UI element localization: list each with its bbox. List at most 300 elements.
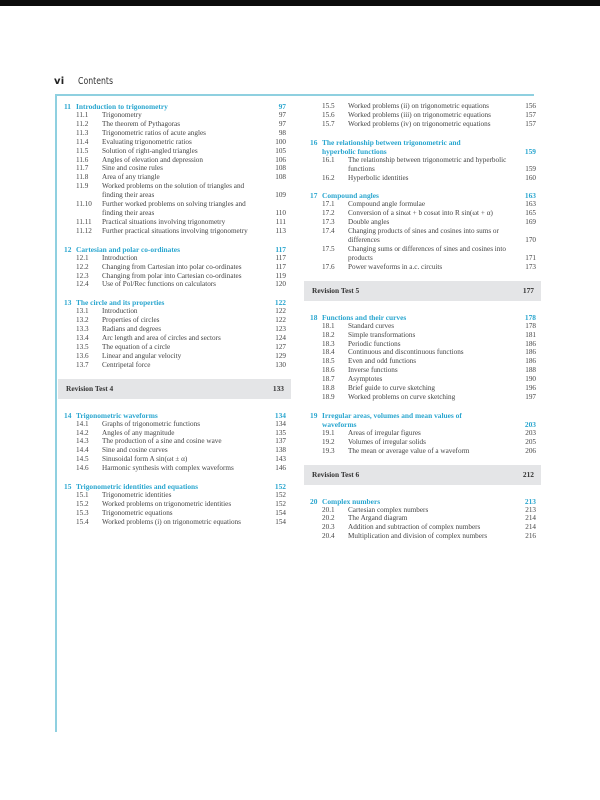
chapter-heading[interactable] bbox=[310, 313, 536, 322]
section-page: 188 bbox=[525, 366, 536, 375]
section-title-group bbox=[64, 343, 170, 352]
section-title-group bbox=[64, 361, 151, 370]
chapter-title-group bbox=[64, 298, 164, 307]
section-entry[interactable] bbox=[310, 340, 536, 349]
chapter-heading[interactable] bbox=[310, 138, 536, 156]
section-title: Introduction bbox=[102, 253, 138, 262]
section-number: 17.3 bbox=[322, 218, 335, 227]
section-entry[interactable] bbox=[64, 500, 286, 509]
chapter-title: Functions and their curves bbox=[322, 312, 407, 322]
section-number: 18.9 bbox=[322, 392, 335, 401]
section-entry[interactable] bbox=[64, 334, 286, 343]
section-entry[interactable] bbox=[64, 280, 286, 289]
section-title: Continuous and discontinuous functions bbox=[348, 348, 464, 357]
section-number: 15.3 bbox=[76, 508, 89, 517]
chapter-heading[interactable] bbox=[64, 245, 286, 254]
chapter-continuation bbox=[310, 102, 536, 129]
chapter-block bbox=[310, 313, 536, 402]
section-title: Even and odd functions bbox=[348, 357, 417, 366]
section-number: 15.7 bbox=[322, 119, 335, 128]
section-title: Further practical situations involving trigonometry bbox=[102, 226, 248, 235]
section-number: 18.1 bbox=[322, 321, 335, 330]
section-entry[interactable] bbox=[310, 366, 536, 375]
section-entry[interactable] bbox=[310, 447, 536, 456]
section-page: 122 bbox=[275, 307, 286, 316]
chapter-number: 14 bbox=[64, 410, 72, 420]
section-page: 206 bbox=[525, 446, 536, 455]
section-page: 123 bbox=[275, 325, 286, 334]
section-page: 106 bbox=[275, 155, 286, 164]
chapter-block bbox=[310, 138, 536, 183]
section-number: 15.5 bbox=[322, 102, 335, 110]
section-page: 190 bbox=[525, 375, 536, 384]
section-number: 11.9 bbox=[76, 182, 89, 191]
section-page: 117 bbox=[275, 253, 286, 262]
chapter-block bbox=[64, 245, 286, 290]
section-title-group bbox=[310, 348, 464, 357]
section-title-group bbox=[64, 182, 262, 200]
section-title: Worked problems (ii) on trigonometric equations bbox=[348, 102, 489, 110]
section-title-group bbox=[310, 366, 398, 375]
section-number: 18.4 bbox=[322, 348, 335, 357]
section-title: Standard curves bbox=[348, 321, 395, 330]
chapter-number: 16 bbox=[310, 137, 318, 147]
chapter-block bbox=[310, 497, 536, 542]
chapter-page: 178 bbox=[524, 312, 536, 322]
section-title-group bbox=[64, 509, 173, 518]
section-title: Sine and cosine rules bbox=[102, 164, 163, 173]
section-number: 13.1 bbox=[76, 307, 89, 316]
section-title-group bbox=[310, 227, 508, 245]
chapter-number: 18 bbox=[310, 312, 318, 322]
section-title: The Argand diagram bbox=[348, 514, 408, 523]
section-title: Power waveforms in a.c. circuits bbox=[348, 262, 443, 271]
page-number: vi bbox=[54, 76, 65, 87]
section-title: Conversion of a sinωt + b cosωt into R sin(ωt + α) bbox=[348, 209, 493, 218]
section-title: Changing products of sines and cosines into sums or differences bbox=[348, 227, 499, 245]
section-title: Linear and angular velocity bbox=[102, 351, 182, 360]
chapter-heading[interactable] bbox=[310, 191, 536, 200]
section-number: 12.3 bbox=[76, 271, 89, 280]
section-entry[interactable] bbox=[310, 393, 536, 402]
section-title-group bbox=[64, 325, 161, 334]
section-number: 18.7 bbox=[322, 375, 335, 384]
chapter-title-group bbox=[64, 411, 158, 420]
chapter-heading[interactable] bbox=[64, 411, 286, 420]
section-entry[interactable] bbox=[310, 532, 536, 541]
section-title: Changing from Cartesian into polar co-ordinates bbox=[102, 262, 242, 271]
section-entry[interactable] bbox=[64, 182, 286, 200]
chapter-number: 17 bbox=[310, 191, 318, 201]
section-title-group bbox=[64, 500, 231, 509]
chapter-number: 13 bbox=[64, 298, 72, 308]
section-page: 216 bbox=[525, 532, 536, 541]
section-number: 19.3 bbox=[322, 446, 335, 455]
section-title: The production of a sine and cosine wave bbox=[102, 437, 222, 446]
section-title-group bbox=[64, 272, 242, 281]
section-title: Areas of irregular figures bbox=[348, 428, 421, 437]
section-number: 16.1 bbox=[322, 155, 335, 164]
revision-test-entry[interactable] bbox=[304, 281, 541, 301]
section-entry[interactable] bbox=[64, 272, 286, 281]
section-title: Addition and subtraction of complex numbers bbox=[348, 523, 481, 532]
section-page: 113 bbox=[275, 226, 286, 235]
chapter-title: Cartesian and polar co-ordinates bbox=[76, 244, 180, 254]
section-title-group bbox=[310, 429, 421, 438]
section-page: 165 bbox=[525, 209, 536, 218]
section-number: 14.6 bbox=[76, 464, 89, 473]
section-title-group bbox=[310, 263, 442, 272]
section-entry[interactable] bbox=[64, 138, 286, 147]
chapter-title: Trigonometric identities and equations bbox=[76, 482, 199, 492]
section-entry[interactable] bbox=[310, 120, 536, 129]
section-number: 20.1 bbox=[322, 505, 335, 514]
section-entry[interactable] bbox=[310, 111, 536, 120]
section-page: 163 bbox=[525, 200, 536, 209]
section-entry[interactable] bbox=[310, 227, 536, 245]
chapter-page: 97 bbox=[278, 102, 286, 111]
section-number: 17.6 bbox=[322, 262, 335, 271]
chapter-block bbox=[310, 411, 536, 456]
section-page: 203 bbox=[525, 428, 536, 437]
revision-test-page: 177 bbox=[522, 286, 534, 296]
revision-test-title: Revision Test 5 bbox=[312, 286, 360, 296]
section-number: 11.12 bbox=[76, 226, 92, 235]
section-page: 196 bbox=[525, 384, 536, 393]
section-entry[interactable] bbox=[64, 352, 286, 361]
section-number: 16.2 bbox=[322, 173, 335, 182]
section-title-group bbox=[310, 447, 470, 456]
section-title-group bbox=[64, 164, 163, 173]
section-entry[interactable] bbox=[64, 263, 286, 272]
section-title-group bbox=[64, 420, 200, 429]
section-page: 109 bbox=[275, 191, 286, 200]
chapter-title: Compound angles bbox=[322, 191, 379, 201]
chapter-title-group bbox=[310, 313, 406, 322]
section-title: Periodic functions bbox=[348, 339, 401, 348]
section-entry[interactable] bbox=[64, 218, 286, 227]
section-entry[interactable] bbox=[64, 491, 286, 500]
section-number: 11.11 bbox=[76, 217, 92, 226]
section-title-group bbox=[64, 218, 225, 227]
section-entry[interactable] bbox=[310, 245, 536, 263]
section-page: 160 bbox=[525, 173, 536, 182]
section-title: Introduction bbox=[102, 307, 138, 316]
contents-top-rule bbox=[55, 94, 534, 96]
section-number: 11.6 bbox=[76, 155, 89, 164]
chapter-number: 12 bbox=[64, 244, 72, 254]
chapter-title: Complex numbers bbox=[322, 496, 381, 506]
section-title-group bbox=[310, 331, 415, 340]
section-page: 186 bbox=[525, 348, 536, 357]
section-title-group bbox=[310, 514, 407, 523]
section-number: 12.4 bbox=[76, 280, 89, 289]
section-title: Angles of any magnitude bbox=[102, 428, 175, 437]
section-number: 17.1 bbox=[322, 200, 335, 209]
section-entry[interactable] bbox=[310, 375, 536, 384]
section-title-group bbox=[310, 174, 408, 183]
section-number: 15.4 bbox=[76, 517, 89, 526]
section-title-group bbox=[310, 393, 455, 402]
section-title-group bbox=[310, 218, 389, 227]
section-title-group bbox=[64, 156, 203, 165]
section-number: 13.7 bbox=[76, 360, 89, 369]
section-number: 13.6 bbox=[76, 351, 89, 360]
section-entry[interactable] bbox=[64, 325, 286, 334]
section-title: Sine and cosine curves bbox=[102, 446, 168, 455]
chapter-heading[interactable] bbox=[64, 298, 286, 307]
section-title-group bbox=[310, 523, 480, 532]
chapter-title-group bbox=[310, 191, 379, 200]
section-number: 11.4 bbox=[76, 137, 89, 146]
revision-test-page: 212 bbox=[522, 470, 534, 480]
section-title: Trigonometric identities bbox=[102, 491, 172, 500]
section-title: Compound angle formulae bbox=[348, 200, 426, 209]
section-entry[interactable] bbox=[310, 102, 536, 111]
section-entry[interactable] bbox=[64, 420, 286, 429]
chapter-heading[interactable] bbox=[310, 411, 536, 429]
section-page: 171 bbox=[525, 253, 536, 262]
section-title-group bbox=[310, 245, 508, 263]
section-number: 20.3 bbox=[322, 523, 335, 532]
section-entry[interactable] bbox=[64, 111, 286, 120]
section-entry[interactable] bbox=[64, 173, 286, 182]
section-title-group bbox=[64, 200, 262, 218]
section-number: 18.5 bbox=[322, 357, 335, 366]
section-title-group bbox=[310, 111, 491, 120]
section-page: 154 bbox=[275, 517, 286, 526]
section-title-group bbox=[64, 263, 242, 272]
section-number: 13.4 bbox=[76, 334, 89, 343]
section-entry[interactable] bbox=[64, 437, 286, 446]
section-title: Trigonometric ratios of acute angles bbox=[102, 128, 206, 137]
section-title-group bbox=[310, 322, 394, 331]
chapter-block bbox=[64, 102, 286, 236]
chapter-page: 203 bbox=[524, 419, 536, 429]
section-entry[interactable] bbox=[310, 514, 536, 523]
section-title-group bbox=[64, 518, 241, 527]
chapter-heading[interactable] bbox=[64, 482, 286, 491]
chapter-title: The circle and its properties bbox=[76, 298, 165, 308]
section-title: The mean or average value of a waveform bbox=[348, 446, 470, 455]
chapter-heading[interactable] bbox=[310, 497, 536, 506]
section-page: 117 bbox=[275, 262, 286, 271]
section-number: 11.2 bbox=[76, 119, 89, 128]
section-page: 127 bbox=[275, 342, 286, 351]
chapter-page: 122 bbox=[274, 298, 286, 308]
section-page: 98 bbox=[278, 128, 286, 137]
section-title: Sinusoidal form A sin(ωt ± α) bbox=[102, 455, 188, 464]
section-title: Changing sums or differences of sines and cosines into products bbox=[348, 244, 506, 262]
section-entry[interactable] bbox=[64, 446, 286, 455]
section-title-group bbox=[64, 120, 180, 129]
page-title: Contents bbox=[78, 76, 114, 87]
section-entry[interactable] bbox=[64, 307, 286, 316]
section-title-group bbox=[310, 120, 491, 129]
section-title-group bbox=[64, 455, 187, 464]
section-number: 12.2 bbox=[76, 262, 89, 271]
section-page: 122 bbox=[275, 316, 286, 325]
section-entry[interactable] bbox=[64, 147, 286, 156]
section-entry[interactable] bbox=[64, 464, 286, 473]
section-entry[interactable] bbox=[310, 348, 536, 357]
section-page: 159 bbox=[525, 164, 536, 173]
contents-left-column bbox=[64, 102, 286, 536]
section-page: 169 bbox=[525, 218, 536, 227]
section-page: 111 bbox=[275, 217, 286, 226]
section-entry[interactable] bbox=[310, 263, 536, 272]
section-entry[interactable] bbox=[310, 357, 536, 366]
section-title-group bbox=[64, 173, 160, 182]
chapter-page: 134 bbox=[274, 410, 286, 420]
section-entry[interactable] bbox=[310, 384, 536, 393]
section-entry[interactable] bbox=[310, 429, 536, 438]
section-entry[interactable] bbox=[310, 174, 536, 183]
section-entry[interactable] bbox=[310, 156, 536, 174]
section-title-group bbox=[310, 438, 426, 447]
section-page: 173 bbox=[525, 262, 536, 271]
section-number: 18.3 bbox=[322, 339, 335, 348]
section-title-group bbox=[64, 227, 248, 236]
section-entry[interactable] bbox=[64, 429, 286, 438]
section-number: 15.6 bbox=[322, 110, 335, 119]
section-entry[interactable] bbox=[310, 523, 536, 532]
section-entry[interactable] bbox=[310, 438, 536, 447]
top-bar bbox=[0, 0, 600, 6]
section-title: Evaluating trigonometric ratios bbox=[102, 137, 192, 146]
section-number: 14.1 bbox=[76, 419, 89, 428]
section-title: Trigonometry bbox=[102, 111, 142, 119]
section-page: 124 bbox=[275, 334, 286, 343]
section-number: 11.8 bbox=[76, 173, 89, 182]
section-title: Radians and degrees bbox=[102, 325, 162, 334]
section-entry[interactable] bbox=[310, 209, 536, 218]
section-title: Area of any triangle bbox=[102, 173, 160, 182]
section-page: 157 bbox=[525, 119, 536, 128]
revision-test-entry[interactable] bbox=[58, 379, 291, 399]
chapter-title-group bbox=[64, 482, 198, 491]
section-number: 18.8 bbox=[322, 384, 335, 393]
contents-left-rule bbox=[55, 94, 57, 732]
section-title-group bbox=[310, 156, 508, 174]
section-page: 105 bbox=[275, 146, 286, 155]
section-page: 134 bbox=[275, 419, 286, 428]
section-number: 18.2 bbox=[322, 330, 335, 339]
section-title-group bbox=[64, 437, 222, 446]
section-number: 13.3 bbox=[76, 325, 89, 334]
section-number: 12.1 bbox=[76, 253, 89, 262]
chapter-number: 20 bbox=[310, 496, 318, 506]
section-title: Worked problems on trigonometric identities bbox=[102, 500, 232, 508]
section-number: 11.1 bbox=[76, 111, 89, 119]
section-entry[interactable] bbox=[64, 254, 286, 263]
chapter-title-group bbox=[310, 138, 492, 156]
revision-test-entry[interactable] bbox=[304, 465, 541, 485]
section-title-group bbox=[310, 209, 493, 218]
section-entry[interactable] bbox=[64, 200, 286, 218]
section-title-group bbox=[310, 340, 401, 349]
section-number: 11.5 bbox=[76, 146, 89, 155]
section-entry[interactable] bbox=[64, 156, 286, 165]
section-title-group bbox=[310, 384, 435, 393]
section-title-group bbox=[64, 138, 192, 147]
chapter-number: 19 bbox=[310, 410, 318, 420]
chapter-title-group bbox=[310, 411, 492, 429]
section-entry[interactable] bbox=[64, 129, 286, 138]
section-number: 17.5 bbox=[322, 244, 335, 253]
section-number: 19.2 bbox=[322, 437, 335, 446]
chapter-number: 15 bbox=[64, 482, 72, 492]
chapter-heading[interactable] bbox=[64, 102, 286, 111]
section-title: Changing from polar into Cartesian co-ordinates bbox=[102, 271, 242, 280]
section-title-group bbox=[64, 491, 171, 500]
section-title: Asymptotes bbox=[348, 375, 383, 384]
section-title-group bbox=[64, 280, 216, 289]
section-entry[interactable] bbox=[310, 322, 536, 331]
section-title-group bbox=[64, 111, 142, 120]
section-title-group bbox=[310, 200, 425, 209]
section-page: 97 bbox=[278, 111, 286, 119]
section-number: 11.10 bbox=[76, 200, 92, 209]
section-page: 110 bbox=[275, 208, 286, 217]
section-page: 156 bbox=[525, 102, 536, 110]
section-entry[interactable] bbox=[64, 120, 286, 129]
section-page: 119 bbox=[275, 271, 286, 280]
section-entry[interactable] bbox=[64, 518, 286, 527]
chapter-title: The relationship between trigonometric and hyperbolic functions bbox=[322, 137, 461, 156]
section-title: Inverse functions bbox=[348, 366, 398, 375]
section-page: 135 bbox=[275, 428, 286, 437]
section-page: 137 bbox=[275, 437, 286, 446]
section-title: Volumes of irregular solids bbox=[348, 437, 426, 446]
section-entry[interactable] bbox=[64, 455, 286, 464]
section-page: 213 bbox=[525, 505, 536, 514]
section-page: 214 bbox=[525, 514, 536, 523]
section-number: 11.3 bbox=[76, 128, 89, 137]
section-title-group bbox=[64, 352, 181, 361]
section-number: 15.2 bbox=[76, 500, 89, 508]
section-title-group bbox=[310, 506, 428, 515]
section-title: Practical situations involving trigonometry bbox=[102, 217, 226, 226]
section-page: 170 bbox=[525, 236, 536, 245]
section-title-group bbox=[64, 307, 138, 316]
section-page: 178 bbox=[525, 321, 536, 330]
section-title-group bbox=[64, 316, 159, 325]
section-entry[interactable] bbox=[310, 218, 536, 227]
section-title: Graphs of trigonometric functions bbox=[102, 419, 201, 428]
section-entry[interactable] bbox=[310, 200, 536, 209]
section-page: 146 bbox=[275, 464, 286, 473]
revision-test-title: Revision Test 6 bbox=[312, 470, 360, 480]
section-title-group bbox=[64, 464, 234, 473]
section-entry[interactable] bbox=[64, 509, 286, 518]
section-entry[interactable] bbox=[64, 316, 286, 325]
section-entry[interactable] bbox=[64, 343, 286, 352]
section-entry[interactable] bbox=[310, 506, 536, 515]
section-title: Arc length and area of circles and sectors bbox=[102, 334, 221, 343]
section-page: 181 bbox=[525, 330, 536, 339]
section-entry[interactable] bbox=[64, 361, 286, 370]
section-entry[interactable] bbox=[64, 227, 286, 236]
section-number: 11.7 bbox=[76, 164, 89, 173]
section-number: 18.6 bbox=[322, 366, 335, 375]
section-title: Angles of elevation and depression bbox=[102, 155, 203, 164]
section-entry[interactable] bbox=[310, 331, 536, 340]
section-number: 19.1 bbox=[322, 428, 335, 437]
section-title-group bbox=[64, 446, 168, 455]
section-title: Cartesian complex numbers bbox=[348, 505, 429, 514]
section-entry[interactable] bbox=[64, 164, 286, 173]
